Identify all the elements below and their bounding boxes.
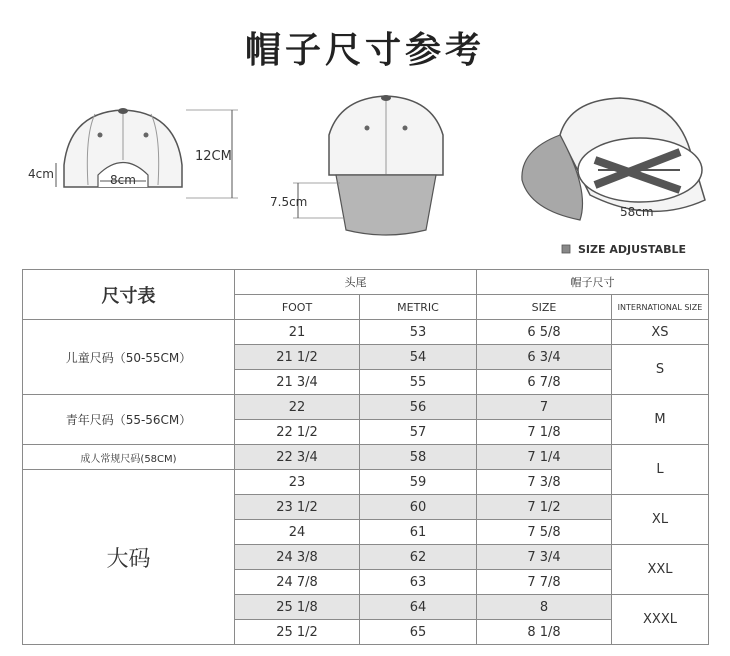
foot-cell: 21 xyxy=(235,320,360,345)
size-chart-table xyxy=(22,269,709,645)
metric-cell: 60 xyxy=(360,495,477,520)
metric-cell: 65 xyxy=(360,620,477,645)
table-row xyxy=(23,470,709,495)
opening-width-label: 8cm xyxy=(110,173,136,187)
col-header-metric: METRIC xyxy=(360,295,477,320)
foot-cell: 24 xyxy=(235,520,360,545)
category-adult: 成人常规尺码(58CM) xyxy=(23,445,235,470)
size-cell: 6 3/4 xyxy=(477,345,612,370)
intl-size-cell: L xyxy=(612,445,709,495)
size-cell: 6 5/8 xyxy=(477,320,612,345)
size-cell: 7 1/2 xyxy=(477,495,612,520)
foot-cell: 23 xyxy=(235,470,360,495)
circumference-label: 58cm xyxy=(620,205,654,219)
size-adjustable-label: SIZE ADJUSTABLE xyxy=(578,243,686,256)
back-height-label: 4cm xyxy=(28,167,54,181)
intl-size-cell: XXL xyxy=(612,545,709,595)
metric-cell: 63 xyxy=(360,570,477,595)
metric-cell: 57 xyxy=(360,420,477,445)
intl-size-cell: M xyxy=(612,395,709,445)
foot-cell: 25 1/2 xyxy=(235,620,360,645)
intl-size-cell: XS xyxy=(612,320,709,345)
size-cell: 7 1/8 xyxy=(477,420,612,445)
category-large: 大码 xyxy=(23,470,235,645)
foot-cell: 22 3/4 xyxy=(235,445,360,470)
size-cell: 7 5/8 xyxy=(477,520,612,545)
foot-cell: 22 1/2 xyxy=(235,420,360,445)
size-cell: 7 7/8 xyxy=(477,570,612,595)
size-cell: 7 3/4 xyxy=(477,545,612,570)
head-group-header: 头尾 xyxy=(235,270,477,295)
size-cell: 7 3/8 xyxy=(477,470,612,495)
metric-cell: 53 xyxy=(360,320,477,345)
metric-cell: 61 xyxy=(360,520,477,545)
cap-underside-view xyxy=(522,98,705,220)
category-child: 儿童尺码（50-55CM） xyxy=(23,320,235,395)
intl-size-cell: S xyxy=(612,345,709,395)
foot-cell: 23 1/2 xyxy=(235,495,360,520)
metric-cell: 55 xyxy=(360,370,477,395)
metric-cell: 59 xyxy=(360,470,477,495)
metric-cell: 62 xyxy=(360,545,477,570)
foot-cell: 21 3/4 xyxy=(235,370,360,395)
intl-size-cell: XXXL xyxy=(612,595,709,645)
foot-cell: 21 1/2 xyxy=(235,345,360,370)
hat-size-group-header: 帽子尺寸 xyxy=(477,270,709,295)
size-cell: 7 xyxy=(477,395,612,420)
foot-cell: 25 1/8 xyxy=(235,595,360,620)
foot-cell: 24 7/8 xyxy=(235,570,360,595)
col-header-size: SIZE xyxy=(477,295,612,320)
size-cell: 6 7/8 xyxy=(477,370,612,395)
table-row xyxy=(23,320,709,345)
category-youth: 青年尺码（55-56CM） xyxy=(23,395,235,445)
metric-cell: 54 xyxy=(360,345,477,370)
foot-cell: 24 3/8 xyxy=(235,545,360,570)
adjustable-marker xyxy=(562,245,570,253)
metric-cell: 58 xyxy=(360,445,477,470)
col-header-intl-size: INTERNATIONAL SIZE xyxy=(612,295,709,320)
table-header-row-1 xyxy=(23,270,709,295)
intl-size-cell: XL xyxy=(612,495,709,545)
metric-cell: 64 xyxy=(360,595,477,620)
size-cell: 7 1/4 xyxy=(477,445,612,470)
brim-label: 7.5cm xyxy=(270,195,308,209)
col-header-foot: FOOT xyxy=(235,295,360,320)
size-chart-heading: 尺寸表 xyxy=(23,270,235,320)
size-cell: 8 1/8 xyxy=(477,620,612,645)
page-title: 帽子尺寸参考 xyxy=(244,30,485,71)
cap-front-view xyxy=(293,95,443,235)
table-row xyxy=(23,445,709,470)
table-row xyxy=(23,395,709,420)
cap-illustrations xyxy=(0,90,730,265)
foot-cell: 22 xyxy=(235,395,360,420)
size-cell: 8 xyxy=(477,595,612,620)
height-label: 12CM xyxy=(195,149,232,164)
metric-cell: 56 xyxy=(360,395,477,420)
